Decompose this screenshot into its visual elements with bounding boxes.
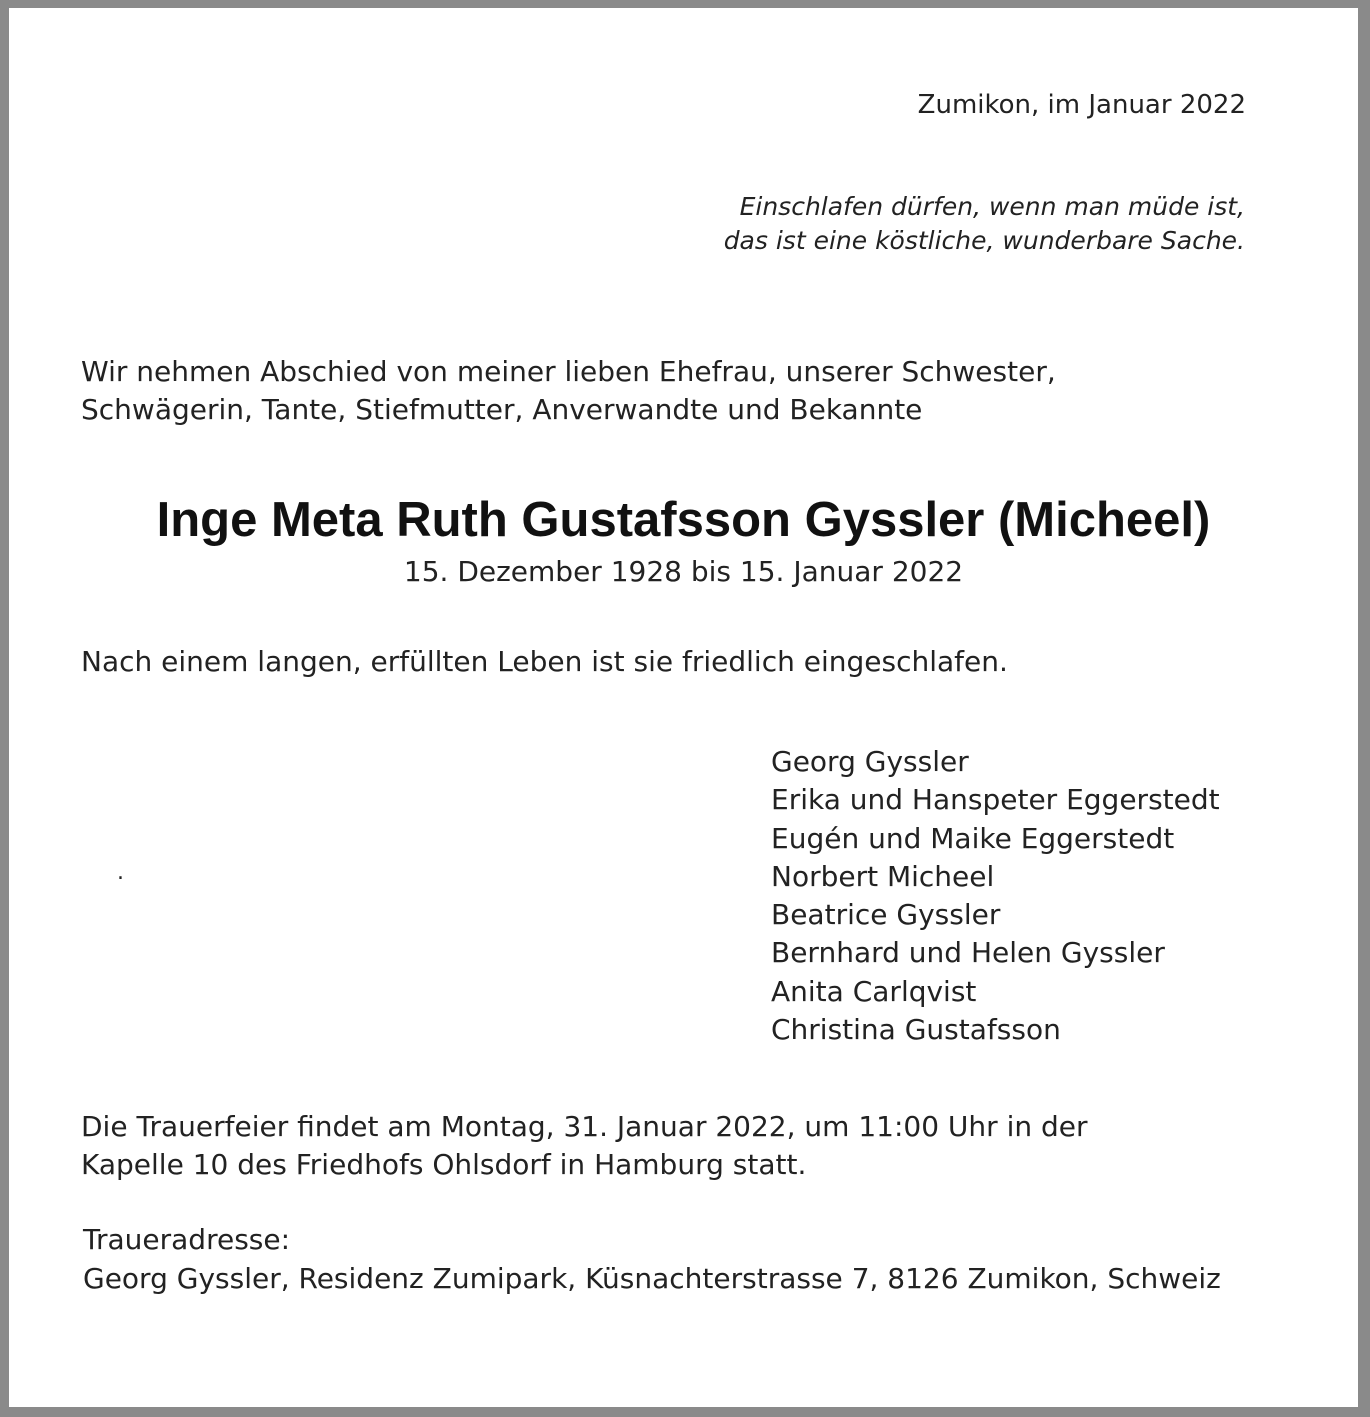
list-item: Erika und Hanspeter Eggerstedt [771,783,1220,817]
intro-line-1: Wir nehmen Abschied von meiner lieben Ehefrau, unserer Schwester, [81,355,1056,388]
intro-text [81,353,1056,429]
stray-dot: . [117,860,124,885]
ceremony-line-2: Kapelle 10 des Friedhofs Ohlsdorf in Hamburg statt. [81,1148,807,1181]
intro-line-2: Schwägerin, Tante, Stiefmutter, Anverwandte und Bekannte [81,393,923,426]
obituary-page [9,8,1358,1407]
ceremony-line-1: Die Trauerfeier findet am Montag, 31. Januar 2022, um 11:00 Uhr in der [81,1110,1088,1143]
life-dates: 15. Dezember 1928 bis 15. Januar 2022 [403,555,964,588]
list-item: Christina Gustafsson [771,1013,1061,1047]
list-item: Georg Gyssler [771,745,969,778]
ceremony-text [81,1108,1088,1184]
list-item: Eugén und Maike Eggerstedt [771,821,1175,855]
quote [724,190,1245,258]
address-value: Georg Gyssler, Residenz Zumipark, Küsnachterstrasse 7, 8126 Zumikon, Schweiz [83,1262,1221,1295]
quote-line-1: Einschlafen dürfen, wenn man müde ist, [739,192,1245,221]
list-item: Norbert Micheel [771,859,995,893]
mourners-list [771,743,1220,1049]
peace-text: Nach einem langen, erfüllten Leben ist sie friedlich eingeschlafen. [81,645,1008,678]
list-item: Bernhard und Helen Gyssler [771,936,1165,970]
place-date: Zumikon, im Januar 2022 [917,90,1246,120]
quote-line-2: das ist eine köstliche, wunderbare Sache. [723,226,1245,255]
deceased-name: Inge Meta Ruth Gustafsson Gyssler (Micheel) [156,493,1211,547]
list-item: Anita Carlqvist [771,974,977,1008]
address-label: Traueradresse: [83,1223,291,1256]
list-item: Beatrice Gyssler [771,898,1001,932]
